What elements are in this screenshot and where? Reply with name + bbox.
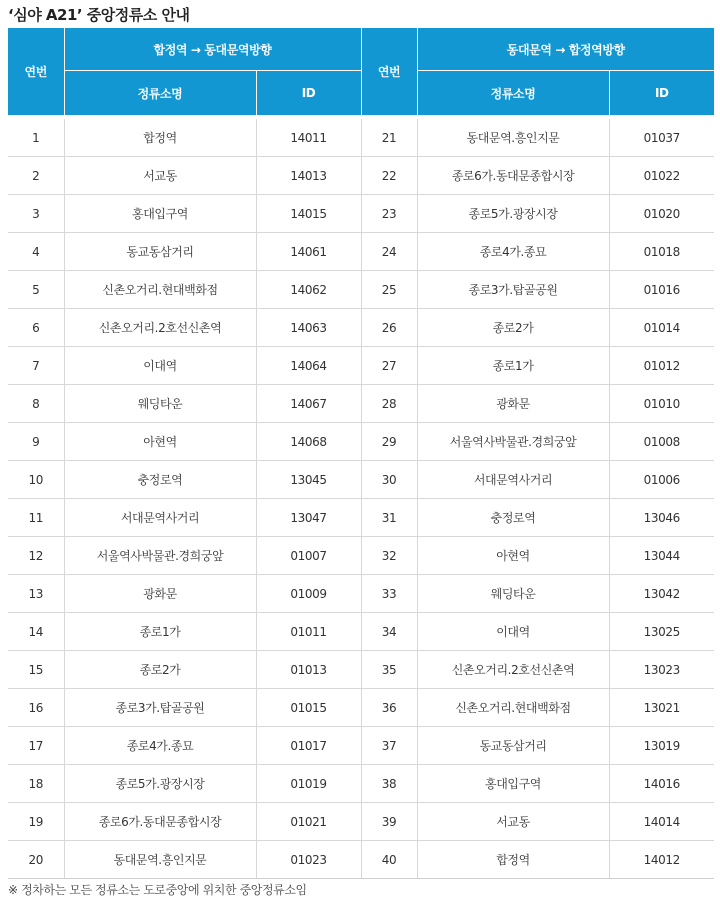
table-row bbox=[8, 499, 714, 537]
stop-no-right: 36 bbox=[361, 689, 417, 727]
stop-no-left: 5 bbox=[8, 271, 64, 309]
stop-name-right: 충정로역 bbox=[417, 499, 609, 537]
stop-no-right: 28 bbox=[361, 385, 417, 423]
stop-id-left: 13047 bbox=[256, 499, 361, 537]
stop-id-right: 14012 bbox=[609, 841, 714, 879]
table-row bbox=[8, 689, 714, 727]
stop-name-right: 광화문 bbox=[417, 385, 609, 423]
stop-id-left: 14015 bbox=[256, 195, 361, 233]
stop-id-left: 14013 bbox=[256, 157, 361, 195]
stop-no-right: 31 bbox=[361, 499, 417, 537]
stop-name-right: 종로4가.종묘 bbox=[417, 233, 609, 271]
stop-id-right: 01008 bbox=[609, 423, 714, 461]
stop-id-right: 13042 bbox=[609, 575, 714, 613]
stop-name-right: 종로1가 bbox=[417, 347, 609, 385]
stop-id-left: 01023 bbox=[256, 841, 361, 879]
stop-no-right: 26 bbox=[361, 309, 417, 347]
table-row bbox=[8, 727, 714, 765]
stop-id-left: 14068 bbox=[256, 423, 361, 461]
table-row bbox=[8, 233, 714, 271]
stop-no-right: 24 bbox=[361, 233, 417, 271]
footnote: ※ 정차하는 모든 정류소는 도로중앙에 위치한 중앙정류소임 bbox=[8, 883, 307, 897]
stop-id-right: 01010 bbox=[609, 385, 714, 423]
stop-id-left: 01021 bbox=[256, 803, 361, 841]
stop-no-right: 21 bbox=[361, 119, 417, 157]
stop-no-right: 33 bbox=[361, 575, 417, 613]
stop-no-left: 17 bbox=[8, 727, 64, 765]
stop-name-right: 합정역 bbox=[417, 841, 609, 879]
table-row bbox=[8, 347, 714, 385]
table-row bbox=[8, 461, 714, 499]
table-row bbox=[8, 157, 714, 195]
table-row bbox=[8, 195, 714, 233]
stop-name-left: 합정역 bbox=[64, 119, 256, 157]
stop-id-right: 01020 bbox=[609, 195, 714, 233]
stop-name-left: 종로1가 bbox=[64, 613, 256, 651]
stop-name-left: 동대문역.흥인지문 bbox=[64, 841, 256, 879]
stop-name-right: 종로6가.동대문종합시장 bbox=[417, 157, 609, 195]
stop-id-left: 14067 bbox=[256, 385, 361, 423]
header-direction-left: 합정역 → 동대문역방향 bbox=[64, 28, 361, 71]
header-id-left: ID bbox=[256, 71, 361, 116]
table-row bbox=[8, 651, 714, 689]
stop-id-left: 14062 bbox=[256, 271, 361, 309]
stop-name-left: 아현역 bbox=[64, 423, 256, 461]
stop-name-right: 종로3가.탑골공원 bbox=[417, 271, 609, 309]
stop-no-left: 12 bbox=[8, 537, 64, 575]
stop-name-right: 홍대입구역 bbox=[417, 765, 609, 803]
stop-id-left: 01007 bbox=[256, 537, 361, 575]
stop-name-left: 신촌오거리.2호선신촌역 bbox=[64, 309, 256, 347]
stop-no-left: 6 bbox=[8, 309, 64, 347]
stop-name-left: 서대문역사거리 bbox=[64, 499, 256, 537]
stop-no-right: 37 bbox=[361, 727, 417, 765]
stop-no-left: 7 bbox=[8, 347, 64, 385]
stop-no-left: 19 bbox=[8, 803, 64, 841]
table-row bbox=[8, 765, 714, 803]
stop-name-left: 동교동삼거리 bbox=[64, 233, 256, 271]
bus-stop-table bbox=[8, 28, 714, 879]
stop-name-right: 종로2가 bbox=[417, 309, 609, 347]
stop-id-right: 13025 bbox=[609, 613, 714, 651]
stop-id-right: 14014 bbox=[609, 803, 714, 841]
stop-no-left: 11 bbox=[8, 499, 64, 537]
stop-name-left: 광화문 bbox=[64, 575, 256, 613]
stop-name-right: 동교동삼거리 bbox=[417, 727, 609, 765]
stop-no-left: 14 bbox=[8, 613, 64, 651]
stop-no-right: 38 bbox=[361, 765, 417, 803]
stop-id-right: 01012 bbox=[609, 347, 714, 385]
stop-name-left: 서울역사박물관.경희궁앞 bbox=[64, 537, 256, 575]
stop-no-left: 4 bbox=[8, 233, 64, 271]
table-header bbox=[8, 28, 714, 116]
stop-id-left: 01011 bbox=[256, 613, 361, 651]
stop-no-right: 29 bbox=[361, 423, 417, 461]
stop-name-right: 신촌오거리.2호선신촌역 bbox=[417, 651, 609, 689]
stop-id-right: 01014 bbox=[609, 309, 714, 347]
table-row bbox=[8, 423, 714, 461]
stop-id-right: 13023 bbox=[609, 651, 714, 689]
stop-name-left: 웨딩타운 bbox=[64, 385, 256, 423]
stop-id-right: 01037 bbox=[609, 119, 714, 157]
stop-name-left: 종로6가.동대문종합시장 bbox=[64, 803, 256, 841]
stop-name-right: 서울역사박물관.경희궁앞 bbox=[417, 423, 609, 461]
stop-name-left: 종로3가.탑골공원 bbox=[64, 689, 256, 727]
stop-name-right: 이대역 bbox=[417, 613, 609, 651]
table-body bbox=[8, 116, 714, 879]
stop-id-left: 14064 bbox=[256, 347, 361, 385]
stop-id-left: 01015 bbox=[256, 689, 361, 727]
stop-no-right: 35 bbox=[361, 651, 417, 689]
stop-name-left: 종로4가.종묘 bbox=[64, 727, 256, 765]
table-row bbox=[8, 309, 714, 347]
stop-name-left: 종로5가.광장시장 bbox=[64, 765, 256, 803]
header-id-right: ID bbox=[609, 71, 714, 116]
header-no-right: 연번 bbox=[361, 28, 417, 116]
stop-id-left: 14061 bbox=[256, 233, 361, 271]
stop-no-left: 20 bbox=[8, 841, 64, 879]
stop-no-left: 10 bbox=[8, 461, 64, 499]
stop-id-right: 01006 bbox=[609, 461, 714, 499]
stop-name-left: 종로2가 bbox=[64, 651, 256, 689]
stop-id-right: 01018 bbox=[609, 233, 714, 271]
stop-name-right: 신촌오거리.현대백화점 bbox=[417, 689, 609, 727]
stop-id-left: 01019 bbox=[256, 765, 361, 803]
table-row bbox=[8, 537, 714, 575]
stop-no-left: 2 bbox=[8, 157, 64, 195]
stop-no-right: 32 bbox=[361, 537, 417, 575]
stop-name-right: 서대문역사거리 bbox=[417, 461, 609, 499]
stop-no-left: 18 bbox=[8, 765, 64, 803]
stop-no-right: 23 bbox=[361, 195, 417, 233]
stop-no-right: 39 bbox=[361, 803, 417, 841]
stop-no-right: 22 bbox=[361, 157, 417, 195]
stop-no-left: 3 bbox=[8, 195, 64, 233]
stop-name-right: 동대문역.흥인지문 bbox=[417, 119, 609, 157]
stop-id-right: 01016 bbox=[609, 271, 714, 309]
header-name-left: 정류소명 bbox=[64, 71, 256, 116]
stop-name-left: 이대역 bbox=[64, 347, 256, 385]
stop-name-left: 서교동 bbox=[64, 157, 256, 195]
stop-no-right: 27 bbox=[361, 347, 417, 385]
stop-name-left: 신촌오거리.현대백화점 bbox=[64, 271, 256, 309]
stop-name-right: 서교동 bbox=[417, 803, 609, 841]
stop-name-right: 아현역 bbox=[417, 537, 609, 575]
table-row bbox=[8, 841, 714, 879]
table-row bbox=[8, 803, 714, 841]
stop-no-left: 1 bbox=[8, 119, 64, 157]
stop-id-left: 01017 bbox=[256, 727, 361, 765]
stop-id-right: 13019 bbox=[609, 727, 714, 765]
table-row bbox=[8, 575, 714, 613]
stop-id-right: 13046 bbox=[609, 499, 714, 537]
stop-id-left: 14063 bbox=[256, 309, 361, 347]
header-name-right: 정류소명 bbox=[417, 71, 609, 116]
stop-id-right: 01022 bbox=[609, 157, 714, 195]
stop-no-right: 40 bbox=[361, 841, 417, 879]
stop-no-right: 30 bbox=[361, 461, 417, 499]
stop-id-right: 13044 bbox=[609, 537, 714, 575]
page-title: ‘심야 A21’ 중앙정류소 안내 bbox=[8, 6, 190, 24]
stop-name-left: 충정로역 bbox=[64, 461, 256, 499]
stop-no-left: 16 bbox=[8, 689, 64, 727]
stop-no-left: 8 bbox=[8, 385, 64, 423]
stop-no-left: 13 bbox=[8, 575, 64, 613]
stop-id-left: 13045 bbox=[256, 461, 361, 499]
table-row bbox=[8, 385, 714, 423]
stop-id-left: 01009 bbox=[256, 575, 361, 613]
header-direction-right: 동대문역 → 합정역방향 bbox=[417, 28, 714, 71]
stop-id-left: 14011 bbox=[256, 119, 361, 157]
stop-name-right: 종로5가.광장시장 bbox=[417, 195, 609, 233]
stop-no-left: 9 bbox=[8, 423, 64, 461]
stop-name-right: 웨딩타운 bbox=[417, 575, 609, 613]
stop-no-left: 15 bbox=[8, 651, 64, 689]
stop-id-left: 01013 bbox=[256, 651, 361, 689]
stop-name-left: 홍대입구역 bbox=[64, 195, 256, 233]
stop-id-right: 13021 bbox=[609, 689, 714, 727]
table-row bbox=[8, 613, 714, 651]
stop-no-right: 25 bbox=[361, 271, 417, 309]
stop-no-right: 34 bbox=[361, 613, 417, 651]
header-no-left: 연번 bbox=[8, 28, 64, 116]
stop-id-right: 14016 bbox=[609, 765, 714, 803]
table-row bbox=[8, 119, 714, 157]
table-row bbox=[8, 271, 714, 309]
